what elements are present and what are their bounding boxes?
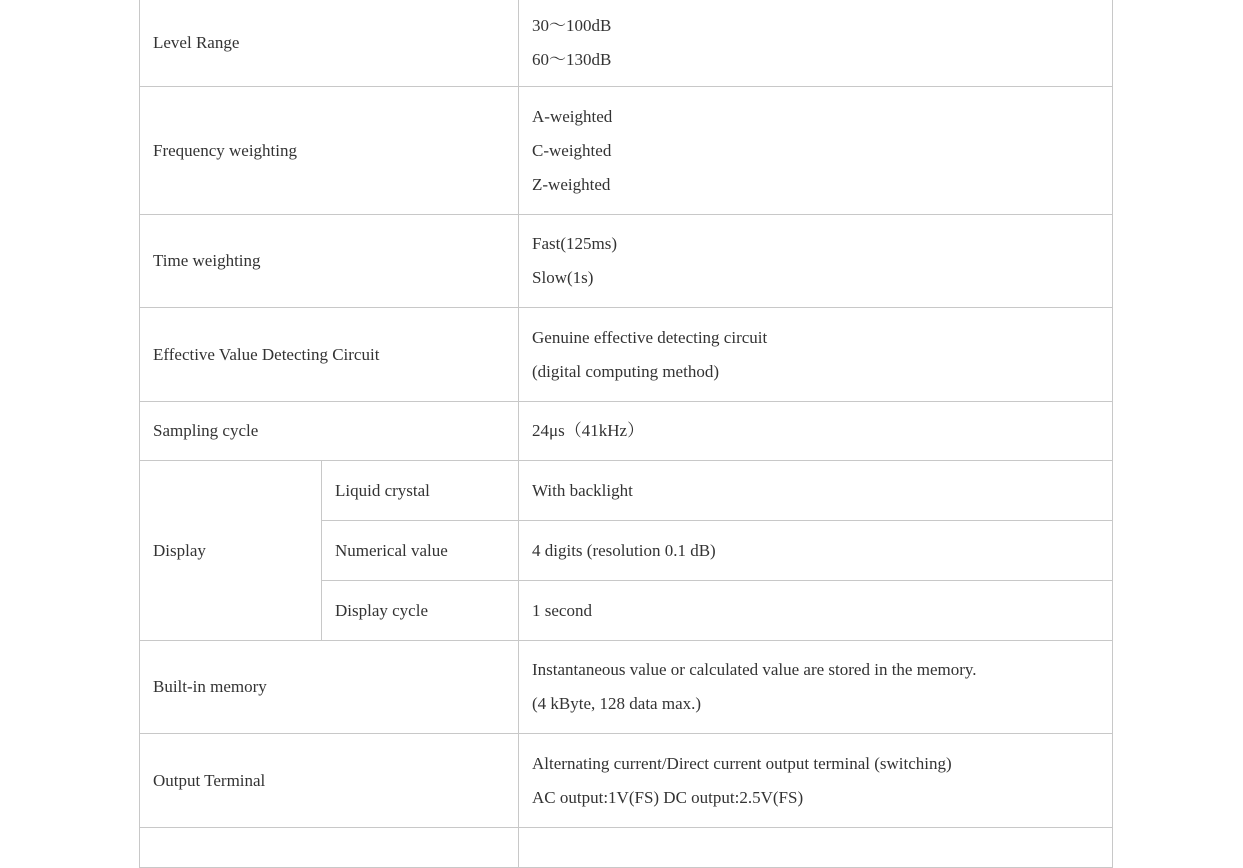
spec-row-display-liquid-crystal xyxy=(140,461,1113,521)
spec-row-frequency-weighting xyxy=(140,87,1113,215)
value-line: Fast(125ms) xyxy=(532,234,618,253)
spec-sublabel: Numerical value xyxy=(322,521,519,581)
value-line: 30〜100dB xyxy=(532,16,612,35)
spec-label: Time weighting xyxy=(140,215,519,308)
value-line: AC output:1V(FS) DC output:2.5V(FS) xyxy=(532,787,804,807)
value-line: Alternating current/Direct current output terminal (switching) xyxy=(532,753,952,773)
spec-row-built-in-memory xyxy=(140,641,1113,734)
value-line: Instantaneous value or calculated value are stored in the memory. xyxy=(532,660,977,679)
spec-value xyxy=(519,0,1113,87)
spec-table xyxy=(139,0,1113,868)
spec-row-effective-value xyxy=(140,308,1113,402)
spec-value xyxy=(519,308,1113,402)
value-line: (digital computing method) xyxy=(532,361,719,381)
spec-label: Frequency weighting xyxy=(140,87,519,215)
spec-row-time-weighting xyxy=(140,215,1113,308)
spec-value xyxy=(519,734,1113,828)
spec-value: 24μs（41kHz） xyxy=(519,402,1113,461)
spec-label-display: Display xyxy=(140,461,322,641)
spec-label-empty xyxy=(140,828,519,868)
spec-value: With backlight xyxy=(519,461,1113,521)
value-line: Genuine effective detecting circuit xyxy=(532,327,768,347)
spec-value-empty xyxy=(519,828,1113,868)
spec-row-level-range xyxy=(140,0,1113,87)
value-line: Slow(1s) xyxy=(532,268,594,287)
spec-value xyxy=(519,87,1113,215)
spec-label: Level Range xyxy=(140,0,519,87)
spec-value: 1 second xyxy=(519,581,1113,641)
value-line: C-weighted xyxy=(532,140,612,160)
spec-label: Effective Value Detecting Circuit xyxy=(140,308,519,402)
value-line: 60〜130dB xyxy=(532,50,612,69)
spec-value: 4 digits (resolution 0.1 dB) xyxy=(519,521,1113,581)
spec-value xyxy=(519,641,1113,734)
spec-label: Sampling cycle xyxy=(140,402,519,461)
spec-row-sampling-cycle xyxy=(140,402,1113,461)
spec-sublabel: Display cycle xyxy=(322,581,519,641)
value-line: (4 kByte, 128 data max.) xyxy=(532,694,702,713)
value-line: A-weighted xyxy=(532,106,613,126)
spec-label: Output Terminal xyxy=(140,734,519,828)
spec-row-next xyxy=(140,828,1113,868)
spec-value xyxy=(519,215,1113,308)
spec-row-output-terminal xyxy=(140,734,1113,828)
spec-sublabel: Liquid crystal xyxy=(322,461,519,521)
spec-label: Built-in memory xyxy=(140,641,519,734)
value-line: Z-weighted xyxy=(532,174,611,194)
